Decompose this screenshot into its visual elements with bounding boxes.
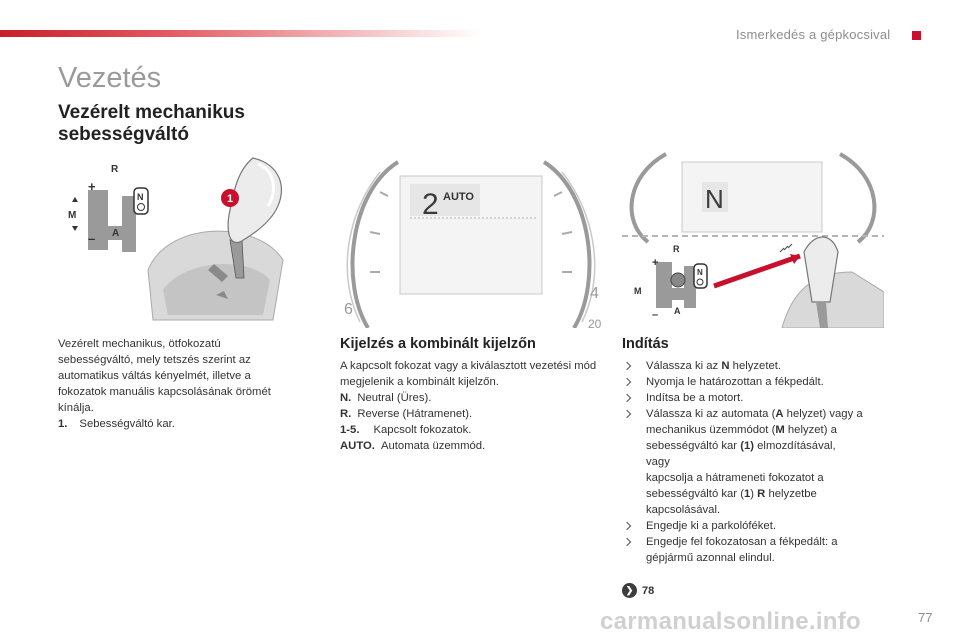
display-item-auto [340,438,600,454]
page-number: 77 [918,610,933,625]
header-title: Ismerkedés a gépkocsival [736,27,891,42]
instrument-cluster-illustration [340,152,602,328]
bullet-bold: N [721,360,730,372]
display-section-title: Kijelzés a kombinált kijelzőn [340,336,536,352]
bullet-bold: R [757,488,766,500]
item-number: 1-5. [340,424,360,436]
item-number: 1. [58,418,68,430]
bullet-text: helyzetet. [729,360,782,372]
item-text: Sebességváltó kar. [79,418,175,430]
starting-section-title: Indítás [622,336,669,352]
double-chevron-right-icon: ❯ [622,583,637,598]
item-text: Neutral (Üres). [357,392,432,404]
gate-label-minus: – [88,231,96,246]
bullet-continuation: vagy [646,456,670,468]
starting-drawing [622,152,884,328]
starting-illustration [622,152,884,328]
gate-label-plus: + [88,179,96,194]
bullet-item [622,518,884,534]
dial-number-bottom: 20 [588,317,602,328]
bullet-bold: 1 [743,488,751,500]
watermark: carmanualsonline.info [600,608,862,635]
bullet-text: kapcsolja a hátrameneti fokozatot a sebességváltó kar ( [646,472,824,500]
display-intro-text: A kapcsolt fokozat vagy a kiválasztott vezetési mód megjelenik a kombinált kijelzőn. [340,360,597,388]
dial-number-right: 4 [590,285,599,302]
item-number: R. [340,408,352,420]
section-title-line2: sebességváltó [58,124,189,145]
bullet-text: Válassza ki az [646,360,722,372]
item-text: Kapcsolt fokozatok. [373,424,472,436]
section-title-line1: Vezérelt mechanikus [58,102,245,123]
gate3-label-a: A [674,306,681,316]
item-number: AUTO. [340,440,375,452]
bullet-text: Engedje ki a parkolóféket. [646,520,776,532]
gate-label-m: M [68,210,77,221]
gate-diagram [68,164,148,252]
bullet-text: Indítsa be a motort. [646,392,744,404]
gate3-label-minus: – [652,309,659,321]
numbered-item [58,416,298,432]
gate3-label-m: M [634,286,642,296]
bullet-bold: A [775,408,784,420]
page-title: Vezetés [58,62,162,94]
gearbox-intro-text: Vezérelt mechanikus, ötfokozatú sebességváltó, mely tetszés szerint az automatikus váltás kényelmét, illetve a fokozatok manuális kapcsolásának örömét kínálja. [58,338,271,414]
bullet-text: Válassza ki az automata ( [646,408,776,420]
bullet-continuation [622,470,884,518]
bullet-item [622,406,884,454]
instrument-cluster-drawing [340,152,602,328]
bullet-text: Engedje fel fokozatosan a fékpedált: a gépjármű azonnal elindul. [646,536,838,564]
bullet-item [622,534,884,566]
bullet-text: helyzetbe kapcsolásával. [646,488,817,516]
column-gearbox-intro [58,336,298,432]
gate3-label-r: R [673,244,680,254]
page-reference-number: 78 [642,584,655,597]
item-text: Reverse (Hátramenet). [357,408,473,420]
dial-number-left: 6 [344,301,353,318]
bullet-item [622,374,884,390]
header-marker [912,31,921,40]
section-title [58,102,308,146]
display-item-n [340,390,600,406]
gate-diagram-small [634,244,707,321]
callout-number: 1 [227,193,234,205]
page-reference-link[interactable] [622,583,654,598]
item-text: Automata üzemmód. [380,440,486,452]
gear-lever-drawing [58,150,298,328]
bullet-item [622,390,884,406]
cluster-gear-digit: 2 [422,188,439,221]
bullet-bold: (1) [740,440,755,452]
bullet-text: Nyomja le határozottan a fékpedált. [646,376,824,388]
bullet-bold: M [775,424,785,436]
gate-label-r: R [111,164,119,175]
gate3-label-n: N [697,268,703,277]
bullet-text: helyzet) vagy a mechanikus üzemmódot ( [646,408,863,436]
cluster-display-n: N [705,184,724,214]
bullet-text: helyzet) a sebességváltó kar [646,424,837,452]
red-arrow-line [714,256,800,286]
gate-label-a: A [112,228,120,239]
bullet-text: ) [750,488,758,500]
column-starting [622,358,884,566]
gate3-label-plus: + [652,257,659,269]
bullet-text: elmozdításával, [754,440,836,452]
bullet-item [622,358,884,374]
header-accent-bar [0,30,480,37]
gear-lever-illustration [58,150,298,328]
cluster-auto-label: AUTO [443,191,474,203]
display-item-gears [340,422,600,438]
display-item-r [340,406,600,422]
item-number: N. [340,392,352,404]
column-display [340,358,600,454]
gate-label-n: N [137,192,144,202]
